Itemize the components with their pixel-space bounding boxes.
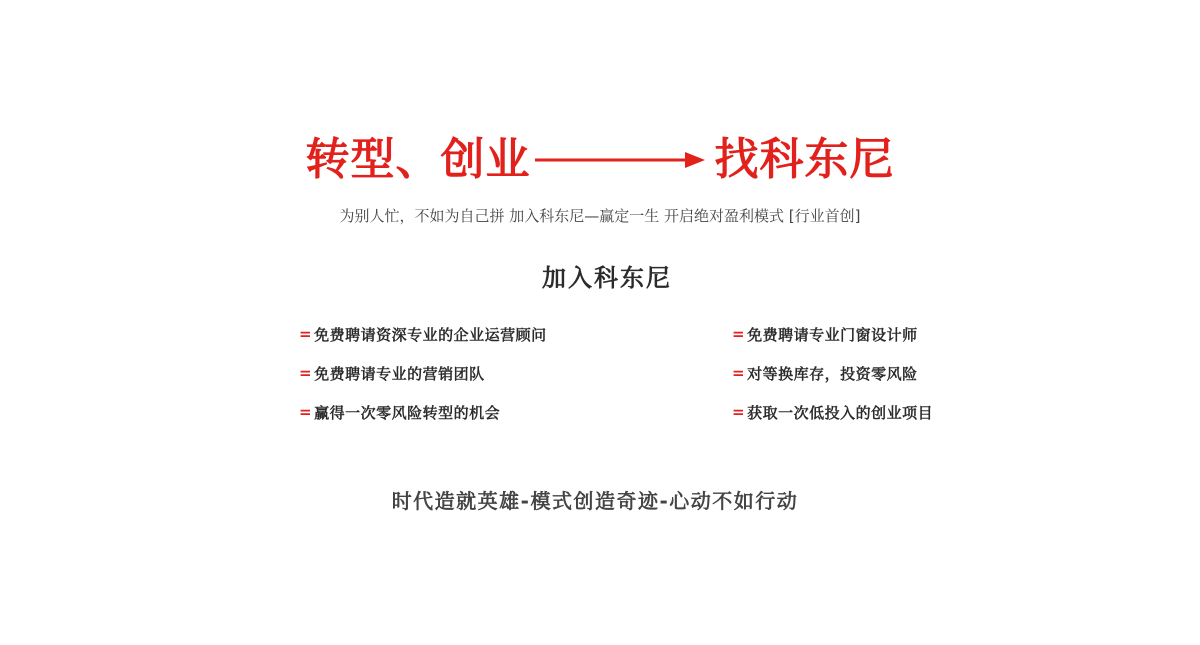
right-arrow-icon xyxy=(535,150,705,170)
headline-right: 找科东尼 xyxy=(714,134,895,185)
benefit-text: 对等换库存，投资零风险 xyxy=(747,364,918,383)
bullet-icon: = xyxy=(732,364,746,382)
benefit-text: 免费聘请专业的营销团队 xyxy=(314,364,485,383)
bullet-icon: = xyxy=(732,403,746,421)
benefit-text: 赢得一次零风险转型的机会 xyxy=(314,403,501,422)
bullet-icon: = xyxy=(299,403,313,421)
headline-left: 转型、创业 xyxy=(305,134,531,185)
benefit-text: 获取一次低投入的创业项目 xyxy=(747,403,934,422)
bullet-icon: = xyxy=(732,325,746,343)
benefits-left-list xyxy=(299,324,547,441)
bullet-icon: = xyxy=(299,364,313,382)
slogan: 时代造就英雄-模式创造奇迹-心动不如行动 xyxy=(391,489,799,513)
subtitle: 为别人忙，不如为自己拼 加入科东尼—赢定一生 开启绝对盈利模式 [行业首创] xyxy=(339,207,861,225)
benefit-item xyxy=(732,402,933,422)
benefit-item xyxy=(299,324,547,344)
benefit-item xyxy=(299,402,547,422)
benefits-right-list xyxy=(732,324,933,441)
section-title: 加入科东尼 xyxy=(542,264,672,292)
bullet-icon: = xyxy=(299,325,313,343)
headline xyxy=(0,128,1200,192)
benefit-text: 免费聘请专业门窗设计师 xyxy=(747,325,918,344)
benefit-item xyxy=(299,363,547,383)
benefit-text: 免费聘请资深专业的企业运营顾问 xyxy=(314,325,547,344)
benefit-item xyxy=(732,363,933,383)
benefit-item xyxy=(732,324,933,344)
